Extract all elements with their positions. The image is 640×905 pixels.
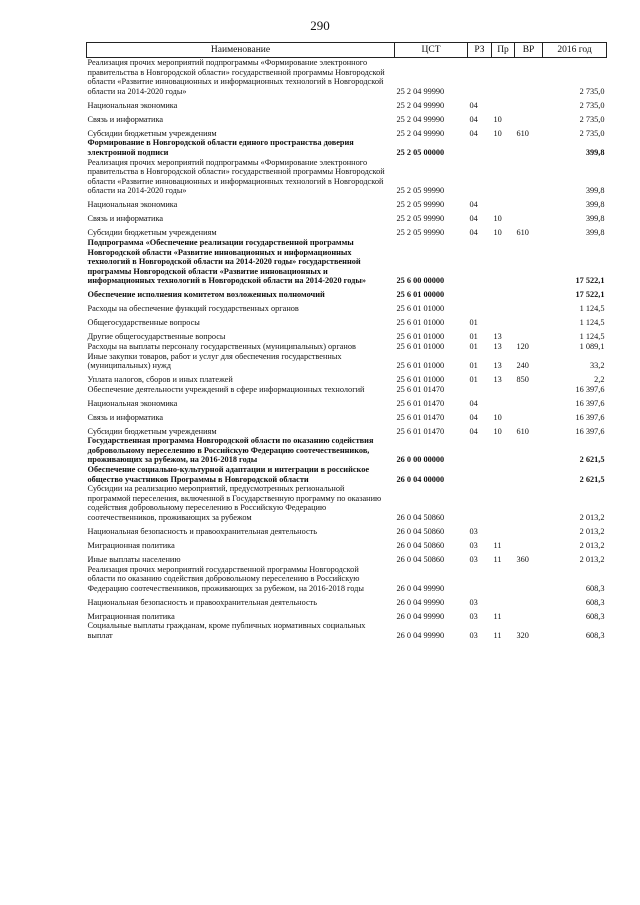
row-rz: 01 <box>469 341 478 351</box>
row-pr <box>492 394 515 408</box>
row-vr: 610 <box>516 426 529 436</box>
row-amount: 1 124,5 <box>579 304 605 314</box>
row-vr <box>515 523 543 537</box>
row-pr: 13 <box>493 361 502 371</box>
table-row <box>87 238 607 286</box>
row-name: Расходы на обеспечение функций государственных органов <box>87 304 299 314</box>
row-amount: 16 397,6 <box>575 426 605 436</box>
row-pr: 10 <box>493 128 502 138</box>
row-pr: 13 <box>493 341 502 351</box>
row-name: Национальная безопасность и правоохранительная деятельность <box>87 597 318 607</box>
row-pr: 10 <box>493 114 502 124</box>
row-vr <box>515 58 543 97</box>
row-amount: 608,3 <box>585 597 605 607</box>
table-row <box>87 422 607 436</box>
row-name: Обеспечение социально-культурной адаптации и интеграции в российское общество участников Программы в Новгородской области <box>87 465 370 484</box>
row-amount: 2,2 <box>594 375 605 385</box>
row-amount: 17 522,1 <box>575 276 605 286</box>
table-row <box>87 565 607 594</box>
row-amount: 2 735,0 <box>579 114 605 124</box>
row-pr <box>492 138 515 157</box>
row-rz <box>468 465 492 484</box>
row-cst: 25 6 01 01470 <box>396 398 445 408</box>
row-name: Связь и информатика <box>87 412 164 422</box>
table-row <box>87 196 607 210</box>
row-pr: 11 <box>493 555 502 565</box>
row-pr <box>492 314 515 328</box>
header-name: Наименование <box>87 43 395 58</box>
row-vr <box>515 593 543 607</box>
table-row <box>87 436 607 465</box>
table-row <box>87 593 607 607</box>
row-rz: 03 <box>469 555 478 565</box>
row-cst: 25 6 01 01000 <box>396 341 445 351</box>
table-row <box>87 465 607 484</box>
row-rz: 04 <box>469 228 478 238</box>
table-row <box>87 371 607 385</box>
row-rz <box>468 238 492 286</box>
row-rz: 04 <box>469 114 478 124</box>
row-name: Формирование в Новгородской области единого пространства доверия электронной подписи <box>87 138 354 157</box>
table-row <box>87 385 607 395</box>
row-amount: 2 621,5 <box>579 455 605 465</box>
budget-table <box>86 42 607 641</box>
row-pr <box>492 96 515 110</box>
row-vr <box>515 210 543 224</box>
table-row <box>87 224 607 238</box>
row-rz: 01 <box>469 318 478 328</box>
row-vr <box>515 484 543 522</box>
row-name: Национальная экономика <box>87 200 178 210</box>
row-name: Национальная безопасность и правоохранительная деятельность <box>87 527 318 537</box>
row-vr: 120 <box>516 341 529 351</box>
table-row <box>87 328 607 342</box>
row-name: Расходы на выплаты персоналу государственных (муниципальных) органов <box>87 341 356 351</box>
row-amount: 608,3 <box>585 583 605 593</box>
row-cst: 25 6 01 01000 <box>396 304 445 314</box>
row-rz <box>468 286 492 300</box>
row-cst: 25 2 05 99990 <box>396 228 445 238</box>
row-amount: 16 397,6 <box>575 384 605 394</box>
table-row <box>87 523 607 537</box>
row-amount: 399,8 <box>585 214 605 224</box>
row-cst: 26 0 04 50860 <box>396 541 445 551</box>
row-cst: 26 0 04 50860 <box>396 555 445 565</box>
row-name: Обеспечение деятельности учреждений в сфере информационных технологий <box>87 384 365 394</box>
row-amount: 399,8 <box>585 186 605 196</box>
row-pr <box>492 484 515 522</box>
table-row <box>87 484 607 522</box>
header-vr: ВР <box>515 43 543 58</box>
row-amount: 16 397,6 <box>575 412 605 422</box>
row-cst: 25 2 04 99990 <box>396 114 445 124</box>
row-cst: 25 2 04 99990 <box>396 128 445 138</box>
row-rz: 03 <box>469 527 478 537</box>
row-cst: 26 0 04 99990 <box>396 631 445 640</box>
row-amount: 2 013,2 <box>579 541 605 551</box>
row-cst: 25 2 05 99990 <box>396 200 445 210</box>
row-name: Миграционная политика <box>87 541 175 551</box>
row-name: Миграционная политика <box>87 611 175 621</box>
row-cst: 25 6 01 01470 <box>396 384 445 394</box>
row-cst: 25 6 01 01000 <box>396 318 445 328</box>
row-name: Реализация прочих мероприятий подпрограммы «Формирование электронного правительства в Новгородской области» государственной программы Новгородской области «Развитие инновационных и информационных технологий в Новгородской области на 2014-2020 годы» <box>87 157 385 196</box>
row-vr <box>515 286 543 300</box>
table-row <box>87 394 607 408</box>
row-vr <box>515 385 543 395</box>
table-row <box>87 286 607 300</box>
row-rz <box>468 484 492 522</box>
row-pr: 10 <box>493 412 502 422</box>
row-rz: 01 <box>469 361 478 371</box>
row-pr: 11 <box>493 541 502 551</box>
row-vr <box>515 158 543 196</box>
table-row <box>87 537 607 551</box>
row-name: Связь и информатика <box>87 214 164 224</box>
row-cst: 25 2 05 99990 <box>396 186 445 196</box>
row-pr: 10 <box>493 228 502 238</box>
row-cst: 26 0 04 00000 <box>396 474 445 484</box>
table-row <box>87 300 607 314</box>
row-name: Реализация прочих мероприятий государственной программы Новгородской области по оказанию содействия добровольному переселению в Российскую Федерацию соотечественников, проживающих за рубежом, на 2016-2018 годы <box>87 564 364 593</box>
row-name: Социальные выплаты гражданам, кроме публичных нормативных социальных выплат <box>87 621 366 640</box>
row-rz <box>468 138 492 157</box>
row-name: Субсидии на реализацию мероприятий, предусмотренных региональной программой переселения, включенной в Государственную программу по оказанию содействия добровольному переселению в Российскую Федерацию соотечественников, проживающих за рубежом <box>87 484 382 523</box>
row-rz: 04 <box>469 128 478 138</box>
row-rz: 03 <box>469 597 478 607</box>
row-rz <box>468 158 492 196</box>
header-rz: РЗ <box>468 43 492 58</box>
row-cst: 26 0 04 99990 <box>396 597 445 607</box>
header-year: 2016 год <box>543 43 607 58</box>
row-vr: 850 <box>516 375 529 385</box>
row-amount: 399,8 <box>585 228 605 238</box>
row-cst: 25 6 01 00000 <box>396 290 445 300</box>
header-pr: Пр <box>492 43 515 58</box>
table-row <box>87 110 607 124</box>
row-amount: 1 124,5 <box>579 318 605 328</box>
row-pr <box>492 593 515 607</box>
row-amount: 1 124,5 <box>579 332 605 342</box>
row-rz: 03 <box>469 541 478 551</box>
row-amount: 399,8 <box>585 200 605 210</box>
row-rz <box>468 300 492 314</box>
row-rz <box>468 385 492 395</box>
row-vr <box>515 436 543 465</box>
row-cst: 25 2 05 99990 <box>396 214 445 224</box>
table-row <box>87 96 607 110</box>
row-cst: 25 6 01 01470 <box>396 426 445 436</box>
row-cst: 25 6 01 01000 <box>396 375 445 385</box>
row-vr <box>515 314 543 328</box>
row-rz: 04 <box>469 426 478 436</box>
table-row <box>87 408 607 422</box>
row-rz <box>468 436 492 465</box>
table-row <box>87 551 607 565</box>
row-name: Национальная экономика <box>87 100 178 110</box>
row-pr: 11 <box>493 611 502 621</box>
row-cst: 25 2 05 00000 <box>396 147 445 157</box>
row-pr <box>492 300 515 314</box>
row-amount: 33,2 <box>589 361 605 371</box>
page-number: 290 <box>310 18 330 33</box>
table-row <box>87 124 607 138</box>
row-amount: 608,3 <box>585 631 605 640</box>
row-pr: 13 <box>493 375 502 385</box>
row-rz: 04 <box>469 100 478 110</box>
table-header <box>87 43 607 58</box>
row-amount: 2 621,5 <box>579 474 605 484</box>
row-name: Реализация прочих мероприятий подпрограммы «Формирование электронного правительства в Новгородской области» государственной программы Новгородской области «Развитие инновационных и информационных технологий в Новгородской области на 2014-2020 годы» <box>87 58 385 96</box>
row-pr <box>492 238 515 286</box>
row-rz <box>468 565 492 594</box>
row-vr <box>515 138 543 157</box>
row-rz: 01 <box>469 332 478 342</box>
row-cst: 25 6 01 01470 <box>396 412 445 422</box>
row-pr <box>492 196 515 210</box>
row-amount: 608,3 <box>585 611 605 621</box>
table-row <box>87 158 607 196</box>
row-vr: 360 <box>516 555 529 565</box>
row-amount: 1 089,1 <box>579 341 605 351</box>
row-cst: 26 0 04 99990 <box>396 583 445 593</box>
row-pr <box>492 465 515 484</box>
row-amount: 2 735,0 <box>579 128 605 138</box>
row-pr <box>492 523 515 537</box>
row-amount: 2 013,2 <box>579 527 605 537</box>
row-vr: 240 <box>516 361 529 371</box>
row-amount: 17 522,1 <box>575 290 605 300</box>
row-name: Иные выплаты населению <box>87 555 181 565</box>
row-vr <box>515 607 543 621</box>
row-name: Уплата налогов, сборов и иных платежей <box>87 375 233 385</box>
row-cst: 26 0 04 50860 <box>396 513 445 523</box>
row-vr: 320 <box>516 631 529 640</box>
row-vr <box>515 465 543 484</box>
row-name: Субсидии бюджетным учреждениям <box>87 128 217 138</box>
row-name: Обеспечение исполнения комитетом возложенных полномочий <box>87 290 325 300</box>
table-row <box>87 58 607 97</box>
row-rz: 04 <box>469 200 478 210</box>
table-row <box>87 607 607 621</box>
row-amount: 2 735,0 <box>579 86 605 96</box>
row-amount: 2 013,2 <box>579 555 605 565</box>
row-cst: 26 0 04 50860 <box>396 527 445 537</box>
row-vr <box>515 328 543 342</box>
table-row <box>87 352 607 371</box>
row-vr: 610 <box>516 228 529 238</box>
row-pr <box>492 565 515 594</box>
row-cst: 25 6 01 01000 <box>396 332 445 342</box>
row-amount: 16 397,6 <box>575 398 605 408</box>
row-pr: 10 <box>493 214 502 224</box>
row-rz: 01 <box>469 375 478 385</box>
row-cst: 26 0 00 00000 <box>396 455 445 465</box>
row-cst: 25 2 04 99990 <box>396 100 445 110</box>
table-row <box>87 314 607 328</box>
row-pr <box>492 58 515 97</box>
row-rz <box>468 58 492 97</box>
row-pr <box>492 385 515 395</box>
row-vr <box>515 96 543 110</box>
row-pr: 13 <box>493 332 502 342</box>
row-name: Государственная программа Новгородской области по оказанию содействия добровольному переселению в Российскую Федерацию соотечественников, проживающих за рубежом, на 2016-2018 годы <box>87 436 374 465</box>
row-amount: 2 735,0 <box>579 100 605 110</box>
row-vr <box>515 300 543 314</box>
row-name: Субсидии бюджетным учреждениям <box>87 228 217 238</box>
row-vr: 610 <box>516 128 529 138</box>
row-vr <box>515 408 543 422</box>
table-row <box>87 210 607 224</box>
row-pr <box>492 158 515 196</box>
row-name: Общегосударственные вопросы <box>87 318 200 328</box>
table-row <box>87 621 607 640</box>
row-name: Другие общегосударственные вопросы <box>87 332 226 342</box>
row-name: Подпрограмма «Обеспечение реализации государственной программы Новгородской области «Развитие инновационных и информационных технологий в Новгородской области на 2014-2020 годы» государственной программы Новгородской области «Развитие инновационных и информационных технологий в Новгородской области на 2014-2020 годы» <box>87 237 366 286</box>
table-row <box>87 342 607 352</box>
row-rz: 04 <box>469 398 478 408</box>
row-vr <box>515 110 543 124</box>
row-name: Национальная экономика <box>87 398 178 408</box>
row-vr <box>515 394 543 408</box>
row-cst: 25 6 01 01000 <box>396 361 445 371</box>
row-pr <box>492 286 515 300</box>
row-rz: 03 <box>469 611 478 621</box>
row-name: Иные закупки товаров, работ и услуг для обеспечения государственных (муниципальных) нужд <box>87 351 342 371</box>
row-rz: 03 <box>469 631 478 640</box>
row-cst: 25 2 04 99990 <box>396 86 445 96</box>
row-name: Связь и информатика <box>87 114 164 124</box>
table-row <box>87 138 607 157</box>
table-body <box>87 58 607 641</box>
row-name: Субсидии бюджетным учреждениям <box>87 426 217 436</box>
row-cst: 25 6 00 00000 <box>396 276 445 286</box>
row-rz: 04 <box>469 214 478 224</box>
row-vr <box>515 238 543 286</box>
row-amount: 2 013,2 <box>579 513 605 523</box>
row-vr <box>515 196 543 210</box>
row-rz: 04 <box>469 412 478 422</box>
row-pr <box>492 436 515 465</box>
row-vr <box>515 537 543 551</box>
row-pr: 11 <box>493 631 502 640</box>
header-cst: ЦСТ <box>395 43 468 58</box>
row-vr <box>515 565 543 594</box>
row-pr: 10 <box>493 426 502 436</box>
row-cst: 26 0 04 99990 <box>396 611 445 621</box>
row-amount: 399,8 <box>585 147 605 157</box>
